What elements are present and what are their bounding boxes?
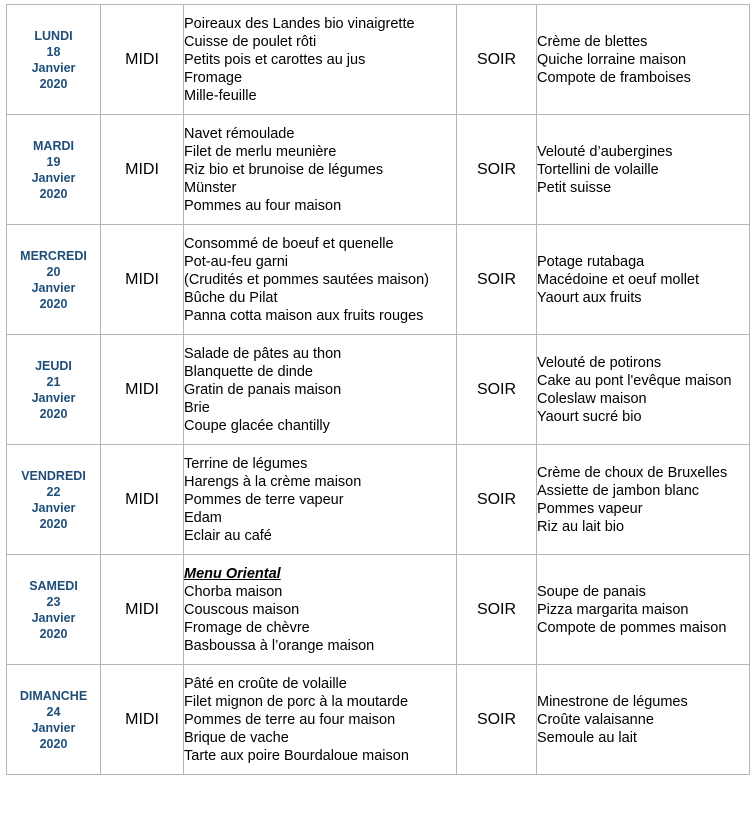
soir-menu-item: Semoule au lait [537, 729, 637, 746]
midi-menu-item: Münster [184, 179, 237, 196]
midi-menu-item: Eclair au café [184, 527, 272, 544]
soir-menu-items [537, 445, 750, 555]
day-date: 24 [46, 704, 61, 719]
soir-label: SOIR [457, 555, 537, 665]
midi-menu-item: Gratin de panais maison [184, 381, 342, 398]
soir-menu-item: Macédoine et oeuf mollet [537, 271, 700, 288]
midi-menu-item: Fromage de chèvre [184, 619, 310, 636]
soir-label: SOIR [457, 665, 537, 775]
midi-menu-item: Tarte aux poire Bourdaloue maison [184, 747, 409, 764]
day-year: 2020 [39, 626, 68, 641]
midi-menu-item: Bûche du Pilat [184, 289, 278, 306]
midi-menu-item: Poireaux des Landes bio vinaigrette [184, 15, 415, 32]
soir-menu-items [537, 225, 750, 335]
day-year: 2020 [39, 76, 68, 91]
soir-menu-item: Petit suisse [537, 179, 612, 196]
midi-menu-item: Pot-au-feu garni [184, 253, 288, 270]
day-cell [7, 335, 101, 445]
day-row [7, 5, 750, 115]
soir-menu-item: Cake au pont l'evêque maison [537, 372, 732, 389]
midi-menu-item: Blanquette de dinde [184, 363, 313, 380]
soir-menu-item: Compote de framboises [537, 69, 691, 86]
day-date: 21 [46, 374, 61, 389]
midi-label: MIDI [101, 5, 184, 115]
midi-menu-item: Riz bio et brunoise de légumes [184, 161, 384, 178]
midi-menu-item: Edam [184, 509, 222, 526]
midi-menu-items [184, 445, 457, 555]
soir-menu-item: Riz au lait bio [537, 518, 625, 535]
midi-label: MIDI [101, 225, 184, 335]
midi-menu-item: Cuisse de poulet rôti [184, 33, 317, 50]
soir-menu-items [537, 335, 750, 445]
soir-label: SOIR [457, 115, 537, 225]
midi-menu-items [184, 665, 457, 775]
soir-menu-item: Pommes vapeur [537, 500, 643, 517]
day-row [7, 335, 750, 445]
day-month: Janvier [31, 390, 76, 405]
soir-menu-item: Quiche lorraine maison [537, 51, 687, 68]
soir-menu-item: Potage rutabaga [537, 253, 645, 270]
menu-title: Menu Oriental [184, 565, 281, 582]
midi-menu-items [184, 115, 457, 225]
midi-menu-item: Panna cotta maison aux fruits rouges [184, 307, 424, 324]
midi-label: MIDI [101, 555, 184, 665]
soir-menu-item: Yaourt sucré bio [537, 408, 642, 425]
soir-label: SOIR [457, 445, 537, 555]
day-cell [7, 665, 101, 775]
day-name: LUNDI [34, 28, 73, 43]
day-cell [7, 225, 101, 335]
midi-label: MIDI [101, 445, 184, 555]
weekly-menu-table [6, 4, 750, 775]
day-month: Janvier [31, 610, 76, 625]
soir-menu-item: Tortellini de volaille [537, 161, 659, 178]
midi-label: MIDI [101, 335, 184, 445]
day-row [7, 115, 750, 225]
midi-menu-items [184, 555, 457, 665]
day-name: DIMANCHE [19, 688, 88, 703]
day-name: SAMEDI [29, 578, 78, 593]
day-month: Janvier [31, 60, 76, 75]
day-year: 2020 [39, 186, 68, 201]
midi-menu-item: Couscous maison [184, 601, 300, 618]
day-month: Janvier [31, 280, 76, 295]
soir-menu-item: Assiette de jambon blanc [537, 482, 700, 499]
soir-label: SOIR [457, 5, 537, 115]
soir-menu-item: Crème de blettes [537, 33, 648, 50]
day-name: MERCREDI [20, 248, 87, 263]
midi-menu-item: Pommes de terre au four maison [184, 711, 396, 728]
midi-menu-item: (Crudités et pommes sautées maison) [184, 271, 429, 288]
soir-menu-items [537, 665, 750, 775]
soir-menu-item: Croûte valaisanne [537, 711, 654, 728]
soir-label: SOIR [457, 225, 537, 335]
menu-body [7, 5, 750, 775]
midi-menu-item: Brique de vache [184, 729, 289, 746]
day-row [7, 225, 750, 335]
day-cell [7, 5, 101, 115]
soir-menu-item: Pizza margarita maison [537, 601, 689, 618]
midi-menu-item: Terrine de légumes [184, 455, 308, 472]
midi-menu-item: Consommé de boeuf et quenelle [184, 235, 394, 252]
day-row [7, 665, 750, 775]
day-name: JEUDI [35, 358, 72, 373]
day-year: 2020 [39, 516, 68, 531]
day-date: 23 [46, 594, 61, 609]
soir-menu-items [537, 555, 750, 665]
soir-menu-item: Compote de pommes maison [537, 619, 727, 636]
midi-label: MIDI [101, 665, 184, 775]
midi-menu-item: Salade de pâtes au thon [184, 345, 342, 362]
midi-menu-item: Petits pois et carottes au jus [184, 51, 366, 68]
midi-menu-item: Pommes au four maison [184, 197, 342, 214]
day-name: VENDREDI [21, 468, 86, 483]
day-date: 19 [46, 154, 61, 169]
day-date: 18 [46, 44, 61, 59]
midi-menu-item: Mille-feuille [184, 87, 257, 104]
midi-label: MIDI [101, 115, 184, 225]
day-cell [7, 115, 101, 225]
midi-menu-item: Filet mignon de porc à la moutarde [184, 693, 409, 710]
day-date: 20 [46, 264, 61, 279]
soir-menu-item: Minestrone de légumes [537, 693, 688, 710]
day-year: 2020 [39, 736, 68, 751]
soir-menu-item: Crème de choux de Bruxelles [537, 464, 728, 481]
day-month: Janvier [31, 720, 76, 735]
soir-menu-item: Yaourt aux fruits [537, 289, 642, 306]
midi-menu-item: Pâté en croûte de volaille [184, 675, 347, 692]
soir-menu-item: Soupe de panais [537, 583, 646, 600]
midi-menu-item: Coupe glacée chantilly [184, 417, 330, 434]
day-cell [7, 445, 101, 555]
midi-menu-item: Pommes de terre vapeur [184, 491, 344, 508]
soir-menu-item: Velouté d’aubergines [537, 143, 673, 160]
soir-label: SOIR [457, 335, 537, 445]
midi-menu-item: Basboussa à l’orange maison [184, 637, 375, 654]
midi-menu-items [184, 335, 457, 445]
day-month: Janvier [31, 500, 76, 515]
soir-menu-items [537, 115, 750, 225]
midi-menu-item: Chorba maison [184, 583, 283, 600]
soir-menu-item: Velouté de potirons [537, 354, 662, 371]
soir-menu-item: Coleslaw maison [537, 390, 647, 407]
day-month: Janvier [31, 170, 76, 185]
midi-menu-items [184, 5, 457, 115]
midi-menu-item: Filet de merlu meunière [184, 143, 337, 160]
day-year: 2020 [39, 296, 68, 311]
day-year: 2020 [39, 406, 68, 421]
day-cell [7, 555, 101, 665]
midi-menu-item: Navet rémoulade [184, 125, 295, 142]
soir-menu-items [537, 5, 750, 115]
day-name: MARDI [33, 138, 74, 153]
midi-menu-item: Harengs à la crème maison [184, 473, 362, 490]
day-date: 22 [46, 484, 61, 499]
day-row [7, 555, 750, 665]
midi-menu-items [184, 225, 457, 335]
midi-menu-item: Fromage [184, 69, 243, 86]
day-row [7, 445, 750, 555]
midi-menu-item: Brie [184, 399, 210, 416]
